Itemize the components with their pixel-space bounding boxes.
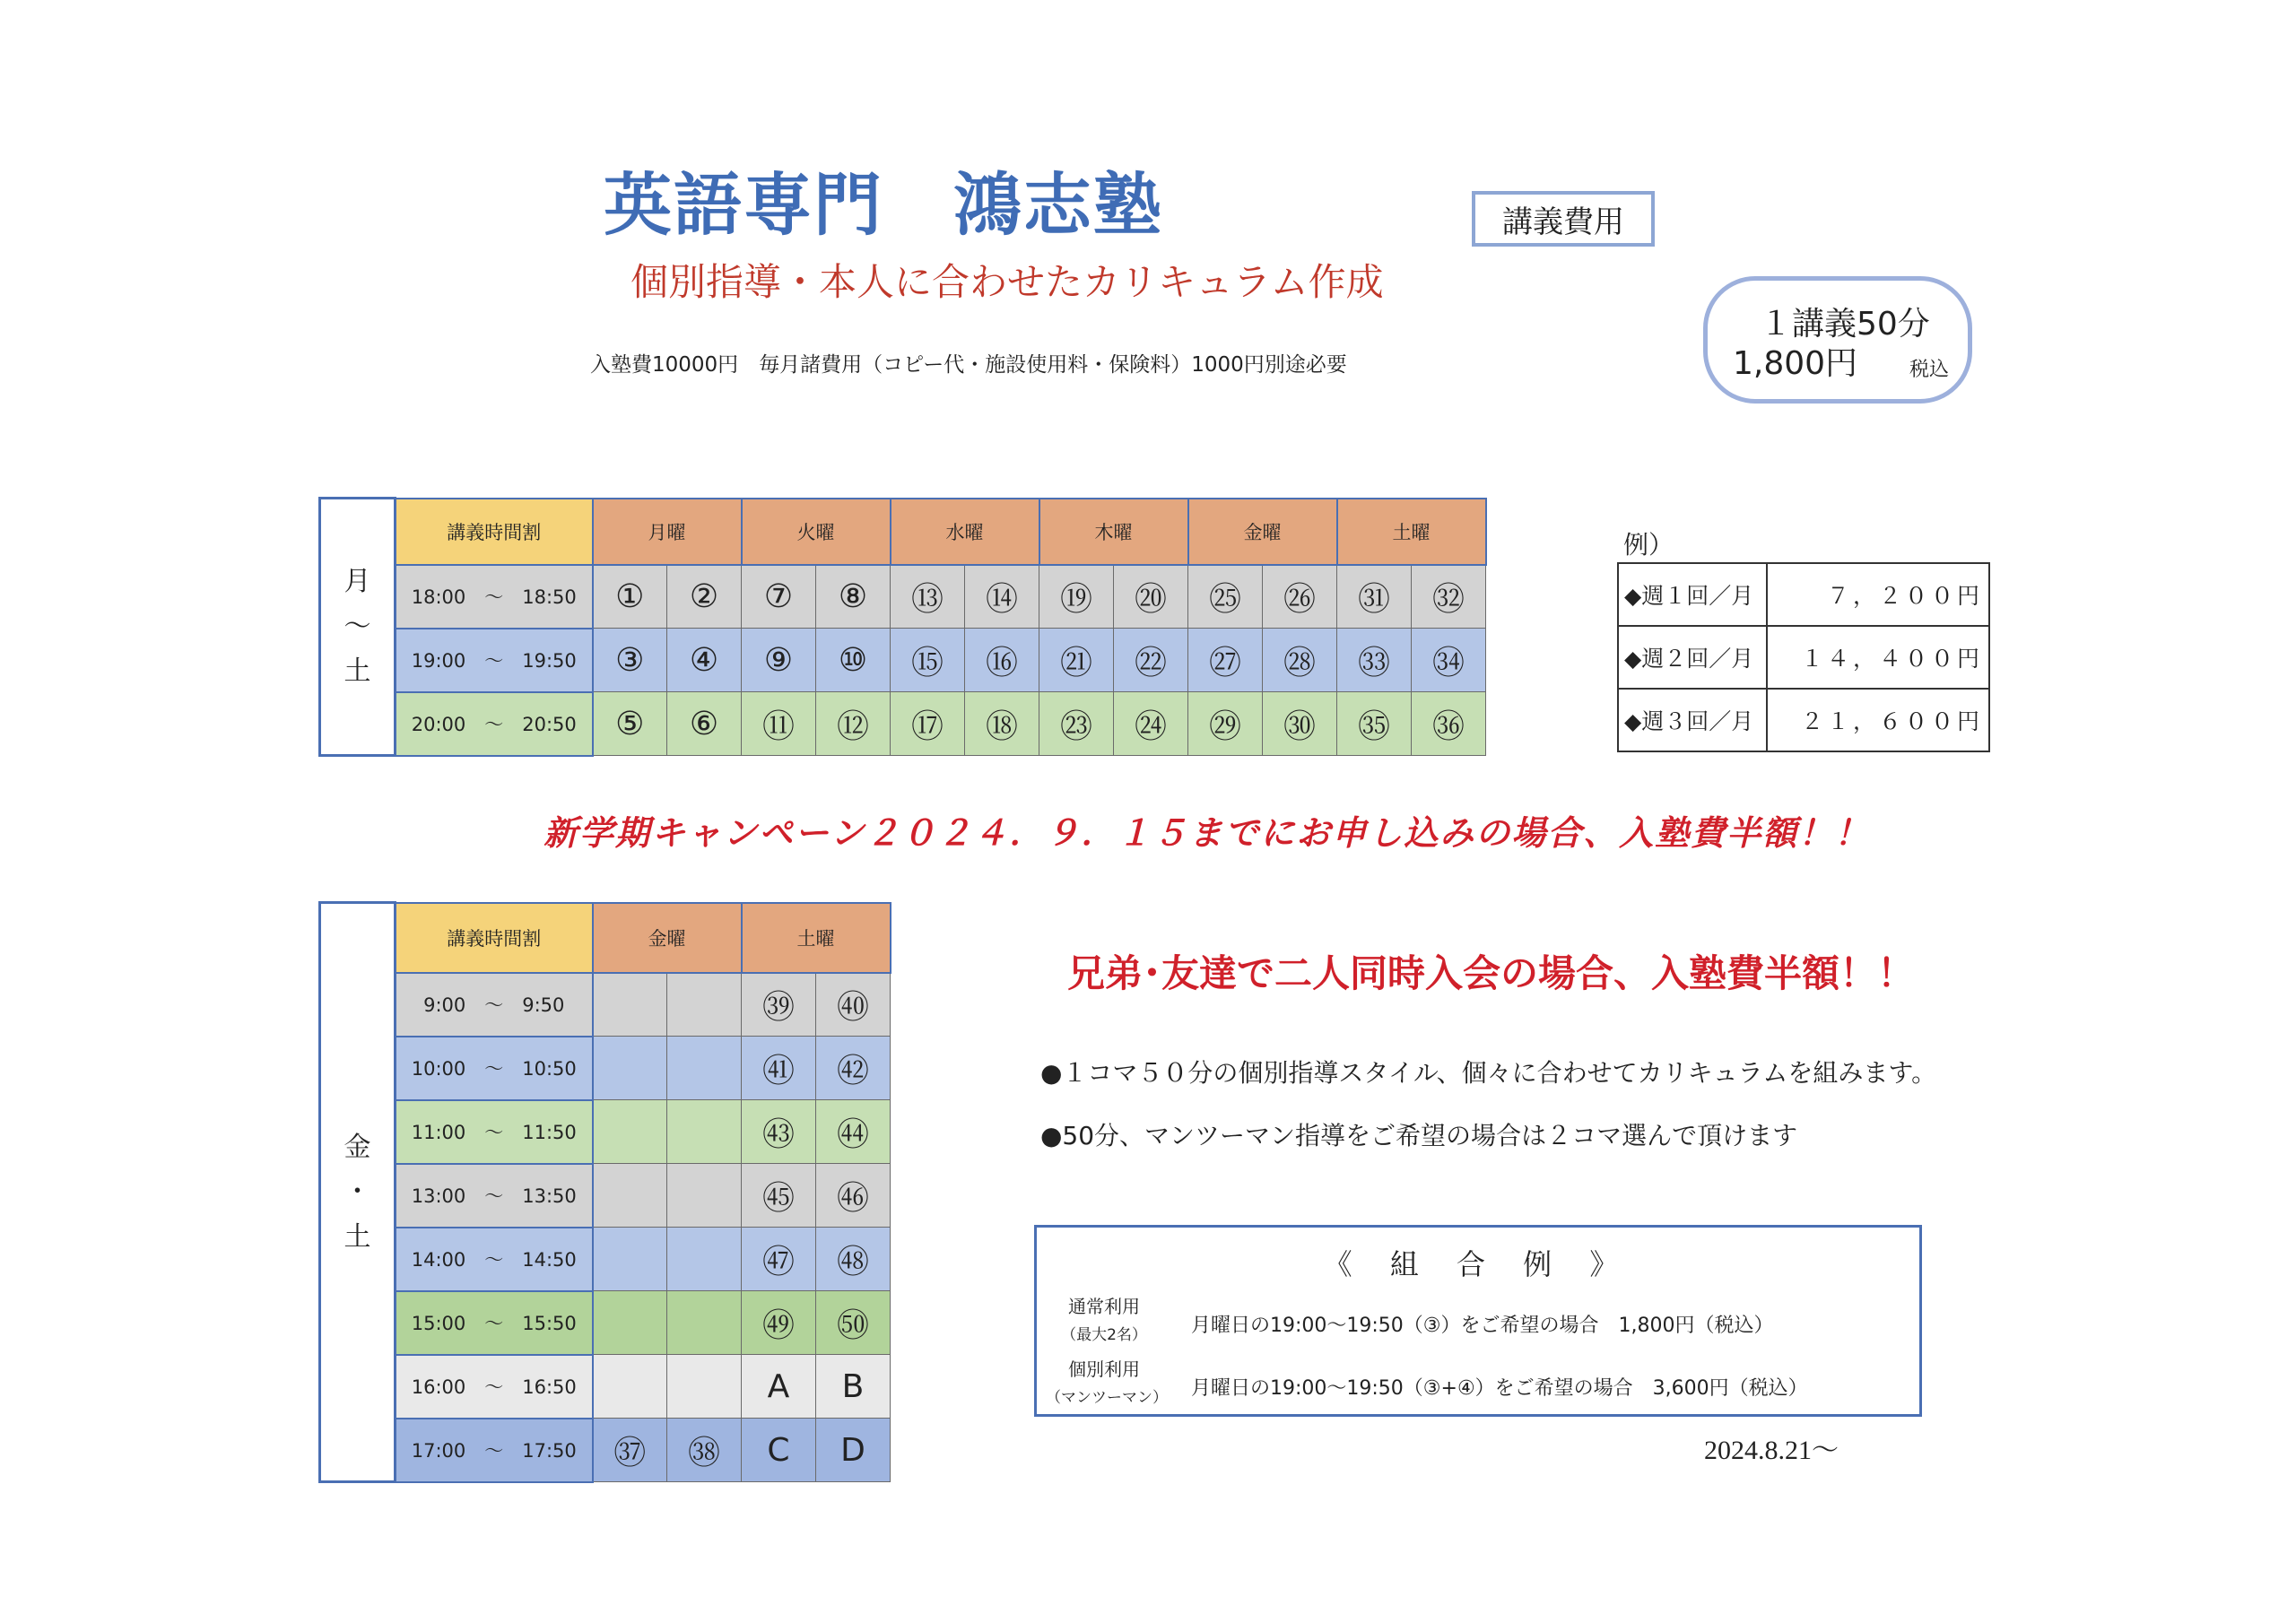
timetable-row [320, 1355, 891, 1419]
timetable-row [320, 973, 891, 1037]
day-header: 水曜 [891, 499, 1039, 565]
slot-cell: ㉕ [1188, 565, 1263, 629]
slot-cell: ⑲ [1039, 565, 1114, 629]
timetable-row [320, 1100, 891, 1164]
day-range-char: 〜 [344, 611, 371, 642]
slot-cell: ⑦ [742, 565, 816, 629]
private-use-desc: 月曜日の19:00〜19:50（③+④）をご希望の場合 3,600円（税込） [1191, 1377, 1808, 1400]
bullet-point-1: ●１コマ５０分の個別指導スタイル、個々に合わせてカリキュラムを組みます。 [1040, 1058, 1937, 1088]
weekday-timetable [318, 497, 1487, 757]
campaign-banner: 新学期キャンペーン２０２４．９．１５までにお申し込みの場合、入塾費半額！！ [544, 813, 1871, 853]
slot-cell: ⑯ [965, 629, 1039, 692]
slot-cell: ㊾ [742, 1291, 816, 1355]
school-title: 英語専門 鴻志塾 [604, 165, 1163, 245]
weekend-timetable [318, 901, 891, 1483]
slot-cell: ㊿ [816, 1291, 891, 1355]
day-range-label [320, 499, 396, 756]
slot-cell: ㉔ [1114, 692, 1188, 756]
time-header: 講義時間割 [396, 499, 593, 565]
day-header: 土曜 [742, 903, 891, 973]
slot-cell: ㉞ [1412, 629, 1486, 692]
time-cell: 13:00 ～ 13:50 [396, 1164, 593, 1228]
slot-cell [667, 1164, 742, 1228]
time-cell: 9:00 ～ 9:50 [396, 973, 593, 1037]
normal-use-desc: 月曜日の19:00〜19:50（③）をご希望の場合 1,800円（税込） [1191, 1315, 1774, 1337]
slot-cell [593, 1228, 667, 1291]
day-range-char: 月 [344, 566, 371, 597]
slot-cell: ④ [667, 629, 742, 692]
slot-cell: ㊻ [816, 1164, 891, 1228]
slot-cell: ㉑ [1039, 629, 1114, 692]
time-cell: 20:00 ～ 20:50 [396, 692, 593, 756]
slot-cell: ㊲ [593, 1419, 667, 1482]
slot-cell [593, 1164, 667, 1228]
time-cell: 18:00 ～ 18:50 [396, 565, 593, 629]
example-plan: ◆週１回／月 [1618, 563, 1767, 626]
slot-cell: ㉜ [1412, 565, 1486, 629]
time-cell: 14:00 ～ 14:50 [396, 1228, 593, 1291]
fees-note: 入塾費10000円 毎月諸費用（コピー代・施設使用料・保険料）1000円別途必要 [590, 353, 1347, 377]
slot-cell: ② [667, 565, 742, 629]
example-plan: ◆週２回／月 [1618, 626, 1767, 689]
timetable-row [320, 1419, 891, 1482]
slot-cell: ㊷ [816, 1037, 891, 1100]
time-cell: 15:00 ～ 15:50 [396, 1291, 593, 1355]
slot-cell: ㉚ [1263, 692, 1337, 756]
normal-use-label [1046, 1292, 1162, 1350]
price-tax: 税込 [1909, 359, 1950, 381]
subtitle: 個別指導・本人に合わせたカリキュラム作成 [631, 260, 1384, 304]
slot-cell: ⑤ [593, 692, 667, 756]
slot-cell: ㊵ [816, 973, 891, 1037]
slot-cell [593, 1037, 667, 1100]
slot-cell: ㊹ [816, 1100, 891, 1164]
example-row [1618, 563, 1989, 626]
day-range-char: 金 [344, 1131, 371, 1163]
slot-cell [667, 1100, 742, 1164]
slot-cell: ⑥ [667, 692, 742, 756]
slot-cell [593, 973, 667, 1037]
combination-example-box [1034, 1225, 1922, 1417]
example-label: 例） [1623, 530, 1674, 560]
slot-cell: ⑨ [742, 629, 816, 692]
timetable-row [320, 565, 1486, 629]
slot-cell: ㉝ [1337, 629, 1412, 692]
combo-title: 《 組 合 例 》 [1323, 1247, 1633, 1281]
day-header: 金曜 [1188, 499, 1337, 565]
example-row [1618, 626, 1989, 689]
time-cell: 11:00 ～ 11:50 [396, 1100, 593, 1164]
slot-cell [667, 973, 742, 1037]
slot-cell: ㊸ [742, 1100, 816, 1164]
slot-cell: ㊶ [742, 1037, 816, 1100]
day-range-label [320, 903, 396, 1482]
day-header: 月曜 [593, 499, 742, 565]
slot-cell: A [742, 1355, 816, 1419]
price-line2: 1,800円 [1733, 345, 1858, 382]
slot-cell: ③ [593, 629, 667, 692]
day-header: 火曜 [742, 499, 891, 565]
time-cell: 19:00 ～ 19:50 [396, 629, 593, 692]
slot-cell: ⑬ [891, 565, 965, 629]
slot-cell: ⑳ [1114, 565, 1188, 629]
slot-cell: B [816, 1355, 891, 1419]
day-range-char: 土 [344, 655, 371, 687]
day-header: 金曜 [593, 903, 742, 973]
effective-date: 2024.8.21〜 [1704, 1436, 1839, 1465]
slot-cell: ⑫ [816, 692, 891, 756]
example-plan: ◆週３回／月 [1618, 689, 1767, 751]
slot-cell: ㊺ [742, 1164, 816, 1228]
private-use-title: 個別利用 [1068, 1358, 1140, 1380]
slot-cell: ⑱ [965, 692, 1039, 756]
slot-cell [667, 1228, 742, 1291]
private-use-sub: （マンツーマン） [1046, 1389, 1168, 1407]
slot-cell: C [742, 1419, 816, 1482]
normal-use-title: 通常利用 [1068, 1296, 1140, 1317]
timetable-row [320, 1037, 891, 1100]
slot-cell: ⑭ [965, 565, 1039, 629]
slot-cell: ㉙ [1188, 692, 1263, 756]
example-row [1618, 689, 1989, 751]
time-header: 講義時間割 [396, 903, 593, 973]
timetable-row [320, 1228, 891, 1291]
normal-use-sub: （最大2名） [1061, 1326, 1147, 1344]
example-price: ７，２００円 [1767, 563, 1989, 626]
slot-cell: ㉗ [1188, 629, 1263, 692]
slot-cell: ㉒ [1114, 629, 1188, 692]
slot-cell: ㉓ [1039, 692, 1114, 756]
slot-cell: ㊼ [742, 1228, 816, 1291]
slot-cell [667, 1291, 742, 1355]
example-price: １４，４００円 [1767, 626, 1989, 689]
slot-cell [593, 1100, 667, 1164]
slot-cell: ⑩ [816, 629, 891, 692]
slot-cell [667, 1037, 742, 1100]
timetable-row [320, 692, 1486, 756]
slot-cell: ⑮ [891, 629, 965, 692]
day-range-char: ・ [344, 1176, 371, 1208]
timetable-row [320, 1291, 891, 1355]
price-box [1703, 276, 1972, 404]
slot-cell: ㊱ [1412, 692, 1486, 756]
price-line1: １講義50分 [1760, 306, 1930, 343]
time-cell: 17:00 ～ 17:50 [396, 1419, 593, 1482]
slot-cell: ① [593, 565, 667, 629]
slot-cell: ㊽ [816, 1228, 891, 1291]
day-header: 土曜 [1337, 499, 1486, 565]
timetable-row [320, 629, 1486, 692]
siblings-banner: 兄弟･友達で二人同時入会の場合、入塾費半額！！ [1067, 951, 1916, 995]
bullet-point-2: ●50分、マンツーマン指導をご希望の場合は２コマ選んで頂けます [1040, 1121, 1798, 1150]
day-header: 木曜 [1039, 499, 1188, 565]
slot-cell [593, 1291, 667, 1355]
slot-cell: ㉖ [1263, 565, 1337, 629]
slot-cell: ㊳ [667, 1419, 742, 1482]
slot-cell: ㊴ [742, 973, 816, 1037]
day-range-char: 土 [344, 1220, 371, 1253]
private-use-label [1046, 1355, 1168, 1412]
slot-cell: D [816, 1419, 891, 1482]
time-cell: 10:00 ～ 10:50 [396, 1037, 593, 1100]
slot-cell: ㉘ [1263, 629, 1337, 692]
example-price: ２１，６００円 [1767, 689, 1989, 751]
slot-cell: ⑪ [742, 692, 816, 756]
timetable-row [320, 1164, 891, 1228]
slot-cell: ⑰ [891, 692, 965, 756]
time-cell: 16:00 ～ 16:50 [396, 1355, 593, 1419]
slot-cell: ⑧ [816, 565, 891, 629]
slot-cell [593, 1355, 667, 1419]
slot-cell: ㉛ [1337, 565, 1412, 629]
fee-label-box: 講義費用 [1472, 191, 1655, 247]
price-example-table [1617, 562, 1990, 752]
slot-cell [667, 1355, 742, 1419]
slot-cell: ㉟ [1337, 692, 1412, 756]
